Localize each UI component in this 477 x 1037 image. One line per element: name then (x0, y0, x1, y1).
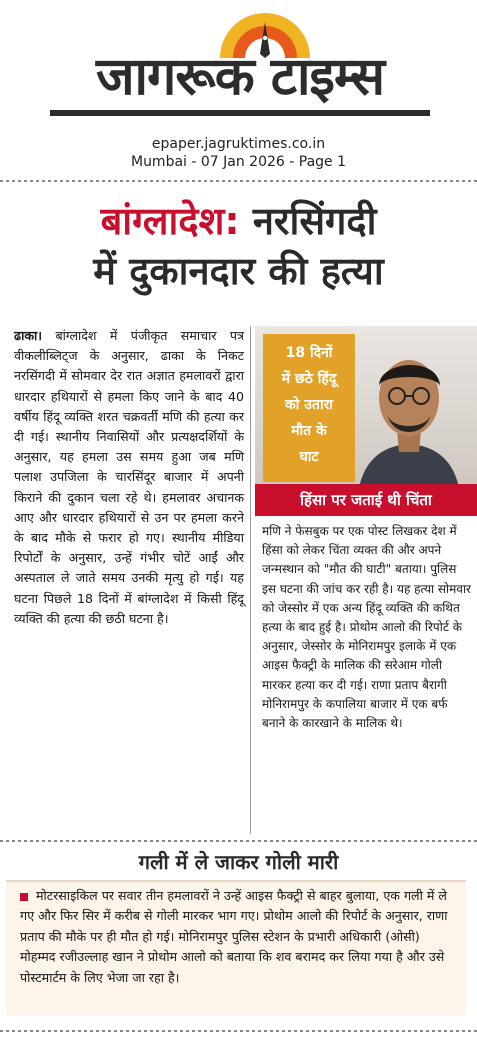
callout-line: को उतारा (285, 397, 333, 413)
highlight-box-text (20, 886, 458, 988)
top-divider (0, 180, 477, 182)
callout-line: मौत के (291, 423, 327, 439)
bottom-divider (0, 1030, 477, 1032)
logo-underline (50, 110, 430, 116)
box-body-text: मोटरसाइकिल पर सवार तीन हमलावरों ने उन्हें आइस फैक्ट्री से बाहर बुलाया, एक गली में ले गए और फिर सिर में करीब से गोली मारकर भाग गए। प्रोथोम आलो की रिपोर्ट के अनुसार, राणा प्रताप की मौके पर ही मौत हो गई। मोनिरामपुर पुलिस स्टेशन के प्रभारी अधिकारी (ओसी) मोहम्मद रजीउल्लाह खान ने प्रोथोम आलो को बताया कि शव बरामद कर लिया गया है और उसे पोस्टमार्टम के लिए भेजा जा रहा है। (20, 888, 448, 985)
headline-line-2: में दुकानदार की हत्या (93, 249, 384, 293)
headline-red-part: बांग्लादेश: (100, 199, 240, 243)
column-divider (250, 326, 251, 834)
edition-line: Mumbai - 07 Jan 2026 - Page 1 (130, 154, 347, 170)
site-url[interactable]: epaper.jagruktimes.co.in (151, 136, 326, 152)
masthead (0, 0, 477, 178)
person-portrait-image (349, 334, 469, 504)
dateline: ढाका। (14, 328, 43, 343)
newspaper-logo-text: जागरूक टाइम्स (95, 47, 385, 107)
newspaper-logo[interactable] (50, 8, 430, 118)
photo-callout (263, 334, 355, 482)
bullet-square-icon (20, 893, 28, 901)
left-body-text: बांग्लादेश में पंजीकृत समाचार पत्र वीकलीब्लिट्ज के अनुसार, ढाका के निकट नरसिंगदी में सोमवार देर रात अज्ञात हमलावरों द्वारा धारदार हथियारों से हमला किए जाने के बाद 40 वर्षीय हिंदू व्यक्ति शरत चक्रवर्ती मणि की हत्या कर दी गई। स्थानीय निवासियों और प्रत्यक्षदर्शियों के अनुसार, यह हमला उस समय हुआ जब मणि पलाश उपजिला के चारसिंदूर बाजार में अपनी किराने की दुकान चला रहे थे। हमलावर अचानक आए और धारदार हथियारों से उन पर हमला करने के बाद मौके से फरार हो गए। स्थानीय मीडिया रिपोर्टों के अनुसार, उन्हें गंभीर चोटें आईं और अस्पताल ले जाते समय उनकी मृत्यु हो गई। यह घटना पिछले 18 दिनों में बांग्लादेश में किसी हिंदू व्यक्ति की हत्या की छठी घटना है। (14, 328, 244, 626)
article-subheading: गली में ले जाकर गोली मारी (138, 850, 339, 874)
callout-line: घाट (299, 449, 319, 465)
headline-rest-part: नरसिंगदी (252, 199, 377, 243)
article-headline (0, 196, 477, 296)
article-body-right: मणि ने फेसबुक पर एक पोस्ट लिखकर देश में हिंसा को लेकर चिंता व्यक्त की और अपने जन्मस्थान को "मौत की घाटी" बताया। पुलिस इस घटना की जांच कर रही है। यह हत्या सोमवार को जेस्सोर में एक अन्य हिंदू व्यक्ति की कथित हत्या के बाद हुई है। प्रोथोम आलो की रिपोर्ट के अनुसार, जेस्सोर के मोनिरामपुर इलाके में एक आइस फैक्ट्री के मालिक की सरेआम गोली मारकर हत्या कर दी गई। राणा प्रताप बैरागी मोनिरामपुर के कपालिया बाजार में एक बर्फ बनाने के कारखाने के मालिक थे। (262, 524, 471, 731)
callout-line: में छठे हिंदू (281, 371, 337, 387)
callout-line: 18 दिनों (285, 345, 333, 361)
section-divider (0, 840, 477, 842)
headline-line-1 (0, 196, 477, 246)
photo-caption-banner: हिंसा पर जताई थी चिंता (255, 484, 477, 516)
article-body-left (14, 326, 244, 629)
